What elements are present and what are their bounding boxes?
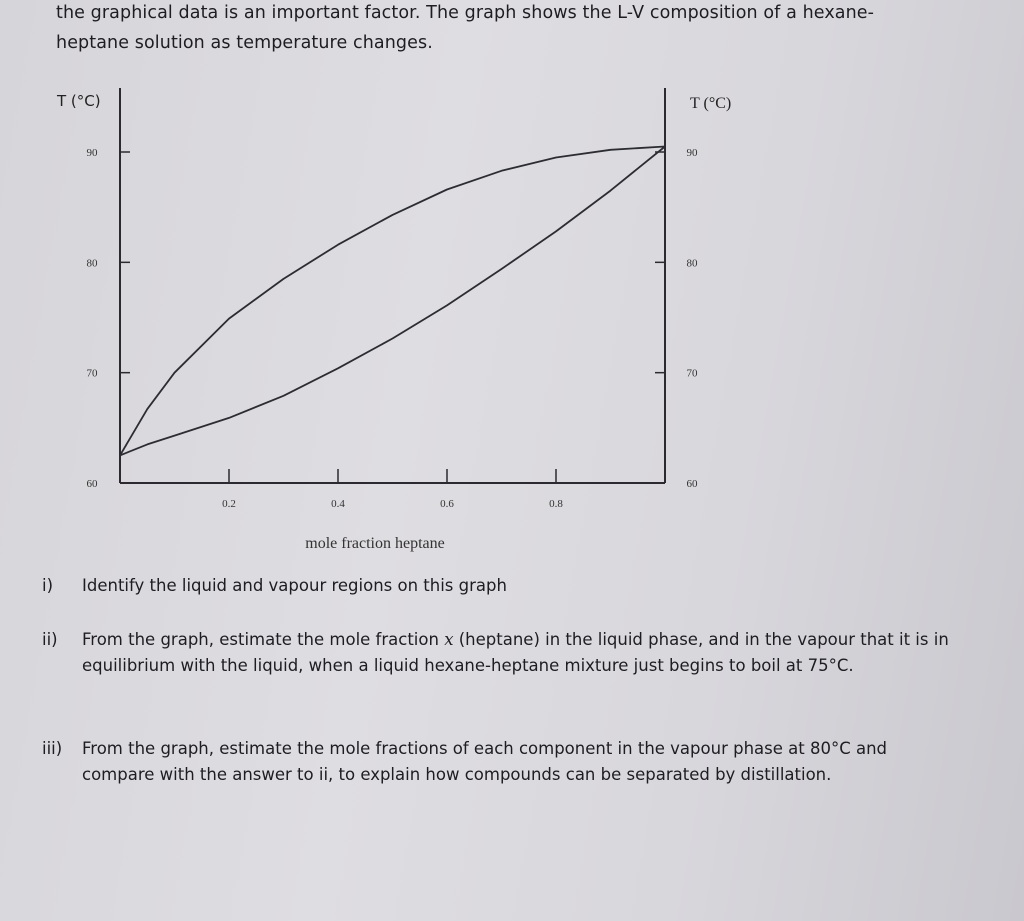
x-tick-label-0.6: 0.6: [440, 498, 454, 510]
question-2-number: ii): [42, 630, 58, 649]
liquid-curve: [120, 147, 665, 456]
question-2-text: [82, 627, 962, 679]
y-tick-label-left-90: 90: [86, 147, 98, 159]
question-3-number: iii): [42, 739, 63, 758]
chart-ticks: [87, 147, 699, 510]
y-tick-label-right-60: 60: [686, 478, 698, 490]
x-axis-title: mole fraction heptane: [305, 535, 445, 552]
y-tick-label-left-60: 60: [86, 478, 98, 490]
vapour-curve: [120, 147, 665, 456]
intro-line-2: heptane solution as temperature changes.: [56, 33, 433, 53]
question-2-text-after: (heptane) in the liquid phase, and in the vapour that it is in equilibrium with the liquid, when a liquid hexane-heptane mixture just begins to boil at 75°C.: [82, 630, 949, 675]
x-tick-label-0.8: 0.8: [549, 498, 563, 510]
intro-line-1: the graphical data is an important factor. The graph shows the L-V composition of a hexane-: [56, 3, 875, 23]
x-tick-label-0.4: 0.4: [331, 498, 345, 510]
y-tick-label-right-90: 90: [686, 147, 698, 159]
y-tick-label-right-80: 80: [686, 257, 698, 270]
question-1-text: Identify the liquid and vapour regions on this graph: [82, 576, 507, 595]
question-2-text-before: From the graph, estimate the mole fraction: [82, 630, 445, 649]
y-tick-label-right-70: 70: [686, 367, 698, 380]
question-3-text: From the graph, estimate the mole fractions of each component in the vapour phase at 80°C and compare with the answer to ii, to explain how compounds can be separated by distillation.: [82, 739, 888, 784]
x-tick-label-0.2: 0.2: [222, 498, 236, 510]
question-2-variable: x: [444, 630, 454, 649]
chart-curves: [120, 147, 665, 456]
y-axis-title-left: T (°C): [57, 92, 101, 110]
y-tick-label-left-80: 80: [86, 257, 98, 270]
y-axis-title-right: T (°C): [690, 95, 732, 112]
question-1-number: i): [42, 576, 54, 595]
y-tick-label-left-70: 70: [86, 367, 98, 380]
chart-axes: [120, 88, 665, 483]
